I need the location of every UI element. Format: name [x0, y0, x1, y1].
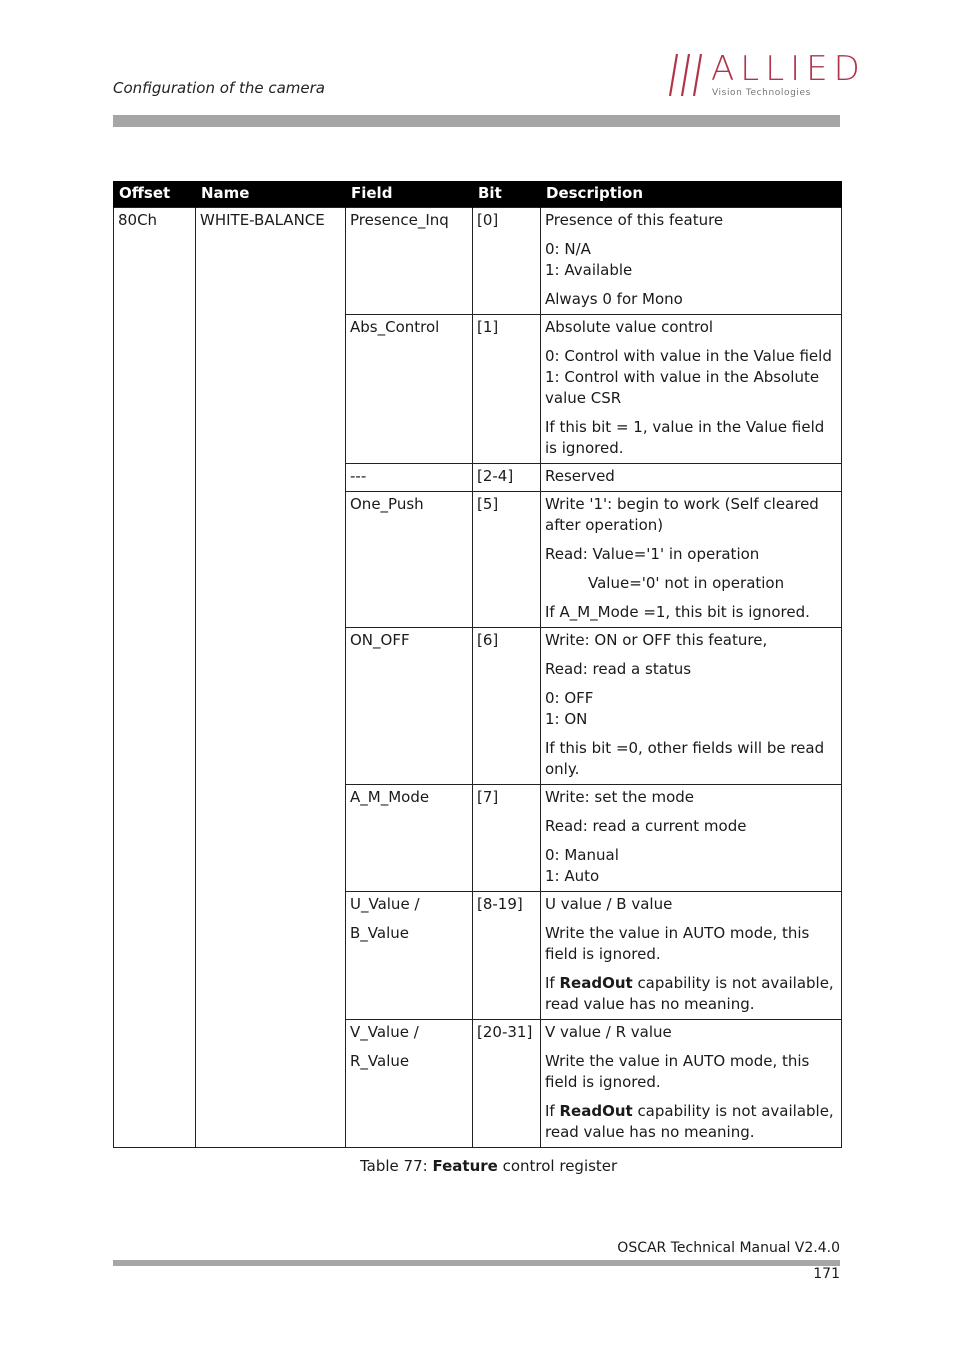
- description-cell: [541, 463, 842, 491]
- field-cell: A_M_Mode: [346, 784, 473, 891]
- field-cell: [346, 1019, 473, 1147]
- description-line: Value='0' not in operation: [588, 573, 785, 592]
- description-line: Read: read a status: [545, 659, 692, 678]
- description-block: [545, 346, 837, 409]
- description-cell: [541, 891, 842, 1019]
- page-number: 171: [813, 1266, 840, 1282]
- column-header-offset: Offset: [114, 181, 196, 207]
- description-line: U value / B value: [545, 894, 673, 913]
- field-cell: Abs_Control: [346, 314, 473, 463]
- field-line: B_Value: [350, 923, 409, 942]
- description-line: If this bit =0, other fields will be read only.: [545, 738, 825, 778]
- readout-post: capability is not available, read value has no meaning.: [545, 1101, 834, 1141]
- description-line: Write: ON or OFF this feature,: [545, 630, 768, 649]
- description-line: 0: Control with value in the Value field: [545, 346, 832, 365]
- field-line: U_Value /: [350, 894, 420, 913]
- field-line: R_Value: [350, 1051, 410, 1070]
- description-cell: [541, 491, 842, 627]
- description-line: Read: Value='1' in operation: [545, 544, 760, 563]
- feature-register-table: [113, 181, 842, 1148]
- readout-pre: If: [545, 1101, 560, 1120]
- description-line: Write '1': begin to work (Self cleared after operation): [545, 494, 819, 534]
- description-line: V value / R value: [545, 1022, 672, 1041]
- field-cell: ON_OFF: [346, 627, 473, 784]
- readout-keyword: ReadOut: [559, 1101, 633, 1120]
- caption-suffix: control register: [497, 1157, 618, 1175]
- logo-wordmark: ALLIED: [711, 49, 866, 89]
- header-divider: [113, 115, 840, 127]
- description-line: Absolute value control: [545, 317, 714, 336]
- bit-cell: [0]: [473, 207, 541, 314]
- description-line: 0: OFF: [545, 688, 594, 707]
- description-line: Write: set the mode: [545, 787, 695, 806]
- readout-note: [545, 1101, 837, 1143]
- bit-cell: [7]: [473, 784, 541, 891]
- field-cell: [346, 891, 473, 1019]
- bit-cell: [8-19]: [473, 891, 541, 1019]
- field-cell: ---: [346, 463, 473, 491]
- column-header-name: Name: [196, 181, 346, 207]
- description-line: 0: Manual: [545, 845, 619, 864]
- column-header-field: Field: [346, 181, 473, 207]
- caption-keyword: Feature: [432, 1157, 498, 1175]
- description-line: Write the value in AUTO mode, this field is ignored.: [545, 1051, 810, 1091]
- readout-post: capability is not available, read value has no meaning.: [545, 973, 834, 1013]
- description-cell: [541, 627, 842, 784]
- company-logo: [668, 49, 866, 102]
- logo-slashes-icon: [668, 52, 712, 100]
- description-line: Presence of this feature: [545, 210, 724, 229]
- header-title: Configuration of the camera: [113, 79, 325, 97]
- footer-divider: [113, 1260, 840, 1266]
- bit-cell: [6]: [473, 627, 541, 784]
- manual-title: OSCAR Technical Manual V2.4.0: [617, 1240, 840, 1256]
- description-line: Read: read a current mode: [545, 816, 747, 835]
- table-caption: [360, 1157, 617, 1175]
- description-block: [545, 239, 837, 281]
- readout-pre: If: [545, 973, 560, 992]
- description-line: Write the value in AUTO mode, this field is ignored.: [545, 923, 810, 963]
- offset-cell: 80Ch: [114, 207, 196, 1147]
- table-header-row: [114, 181, 842, 207]
- caption-prefix: Table 77:: [360, 1157, 433, 1175]
- field-cell: Presence_Inq: [346, 207, 473, 314]
- bit-cell: [20-31]: [473, 1019, 541, 1147]
- readout-keyword: ReadOut: [559, 973, 633, 992]
- description-line: If this bit = 1, value in the Value field is ignored.: [545, 417, 825, 457]
- table-row: [114, 207, 842, 314]
- logo-subtitle: Vision Technologies: [712, 88, 811, 98]
- description-cell: [541, 207, 842, 314]
- readout-note: [545, 973, 837, 1015]
- description-line: 1: ON: [545, 709, 588, 728]
- field-line: V_Value /: [350, 1022, 419, 1041]
- description-cell: [541, 1019, 842, 1147]
- description-line: 0: N/A: [545, 239, 591, 258]
- description-line: If A_M_Mode =1, this bit is ignored.: [545, 602, 810, 621]
- description-line: 1: Auto: [545, 866, 600, 885]
- bit-cell: [1]: [473, 314, 541, 463]
- description-cell: [541, 314, 842, 463]
- description-block: [545, 845, 837, 887]
- field-cell: One_Push: [346, 491, 473, 627]
- description-line: 1: Available: [545, 260, 633, 279]
- description-block: [545, 688, 837, 730]
- name-cell: WHITE-BALANCE: [196, 207, 346, 1147]
- description-line: Always 0 for Mono: [545, 289, 683, 308]
- description-line: Reserved: [545, 466, 615, 485]
- bit-cell: [2-4]: [473, 463, 541, 491]
- description-cell: [541, 784, 842, 891]
- column-header-description: Description: [541, 181, 842, 207]
- bit-cell: [5]: [473, 491, 541, 627]
- column-header-bit: Bit: [473, 181, 541, 207]
- description-line: 1: Control with value in the Absolute value CSR: [545, 367, 820, 407]
